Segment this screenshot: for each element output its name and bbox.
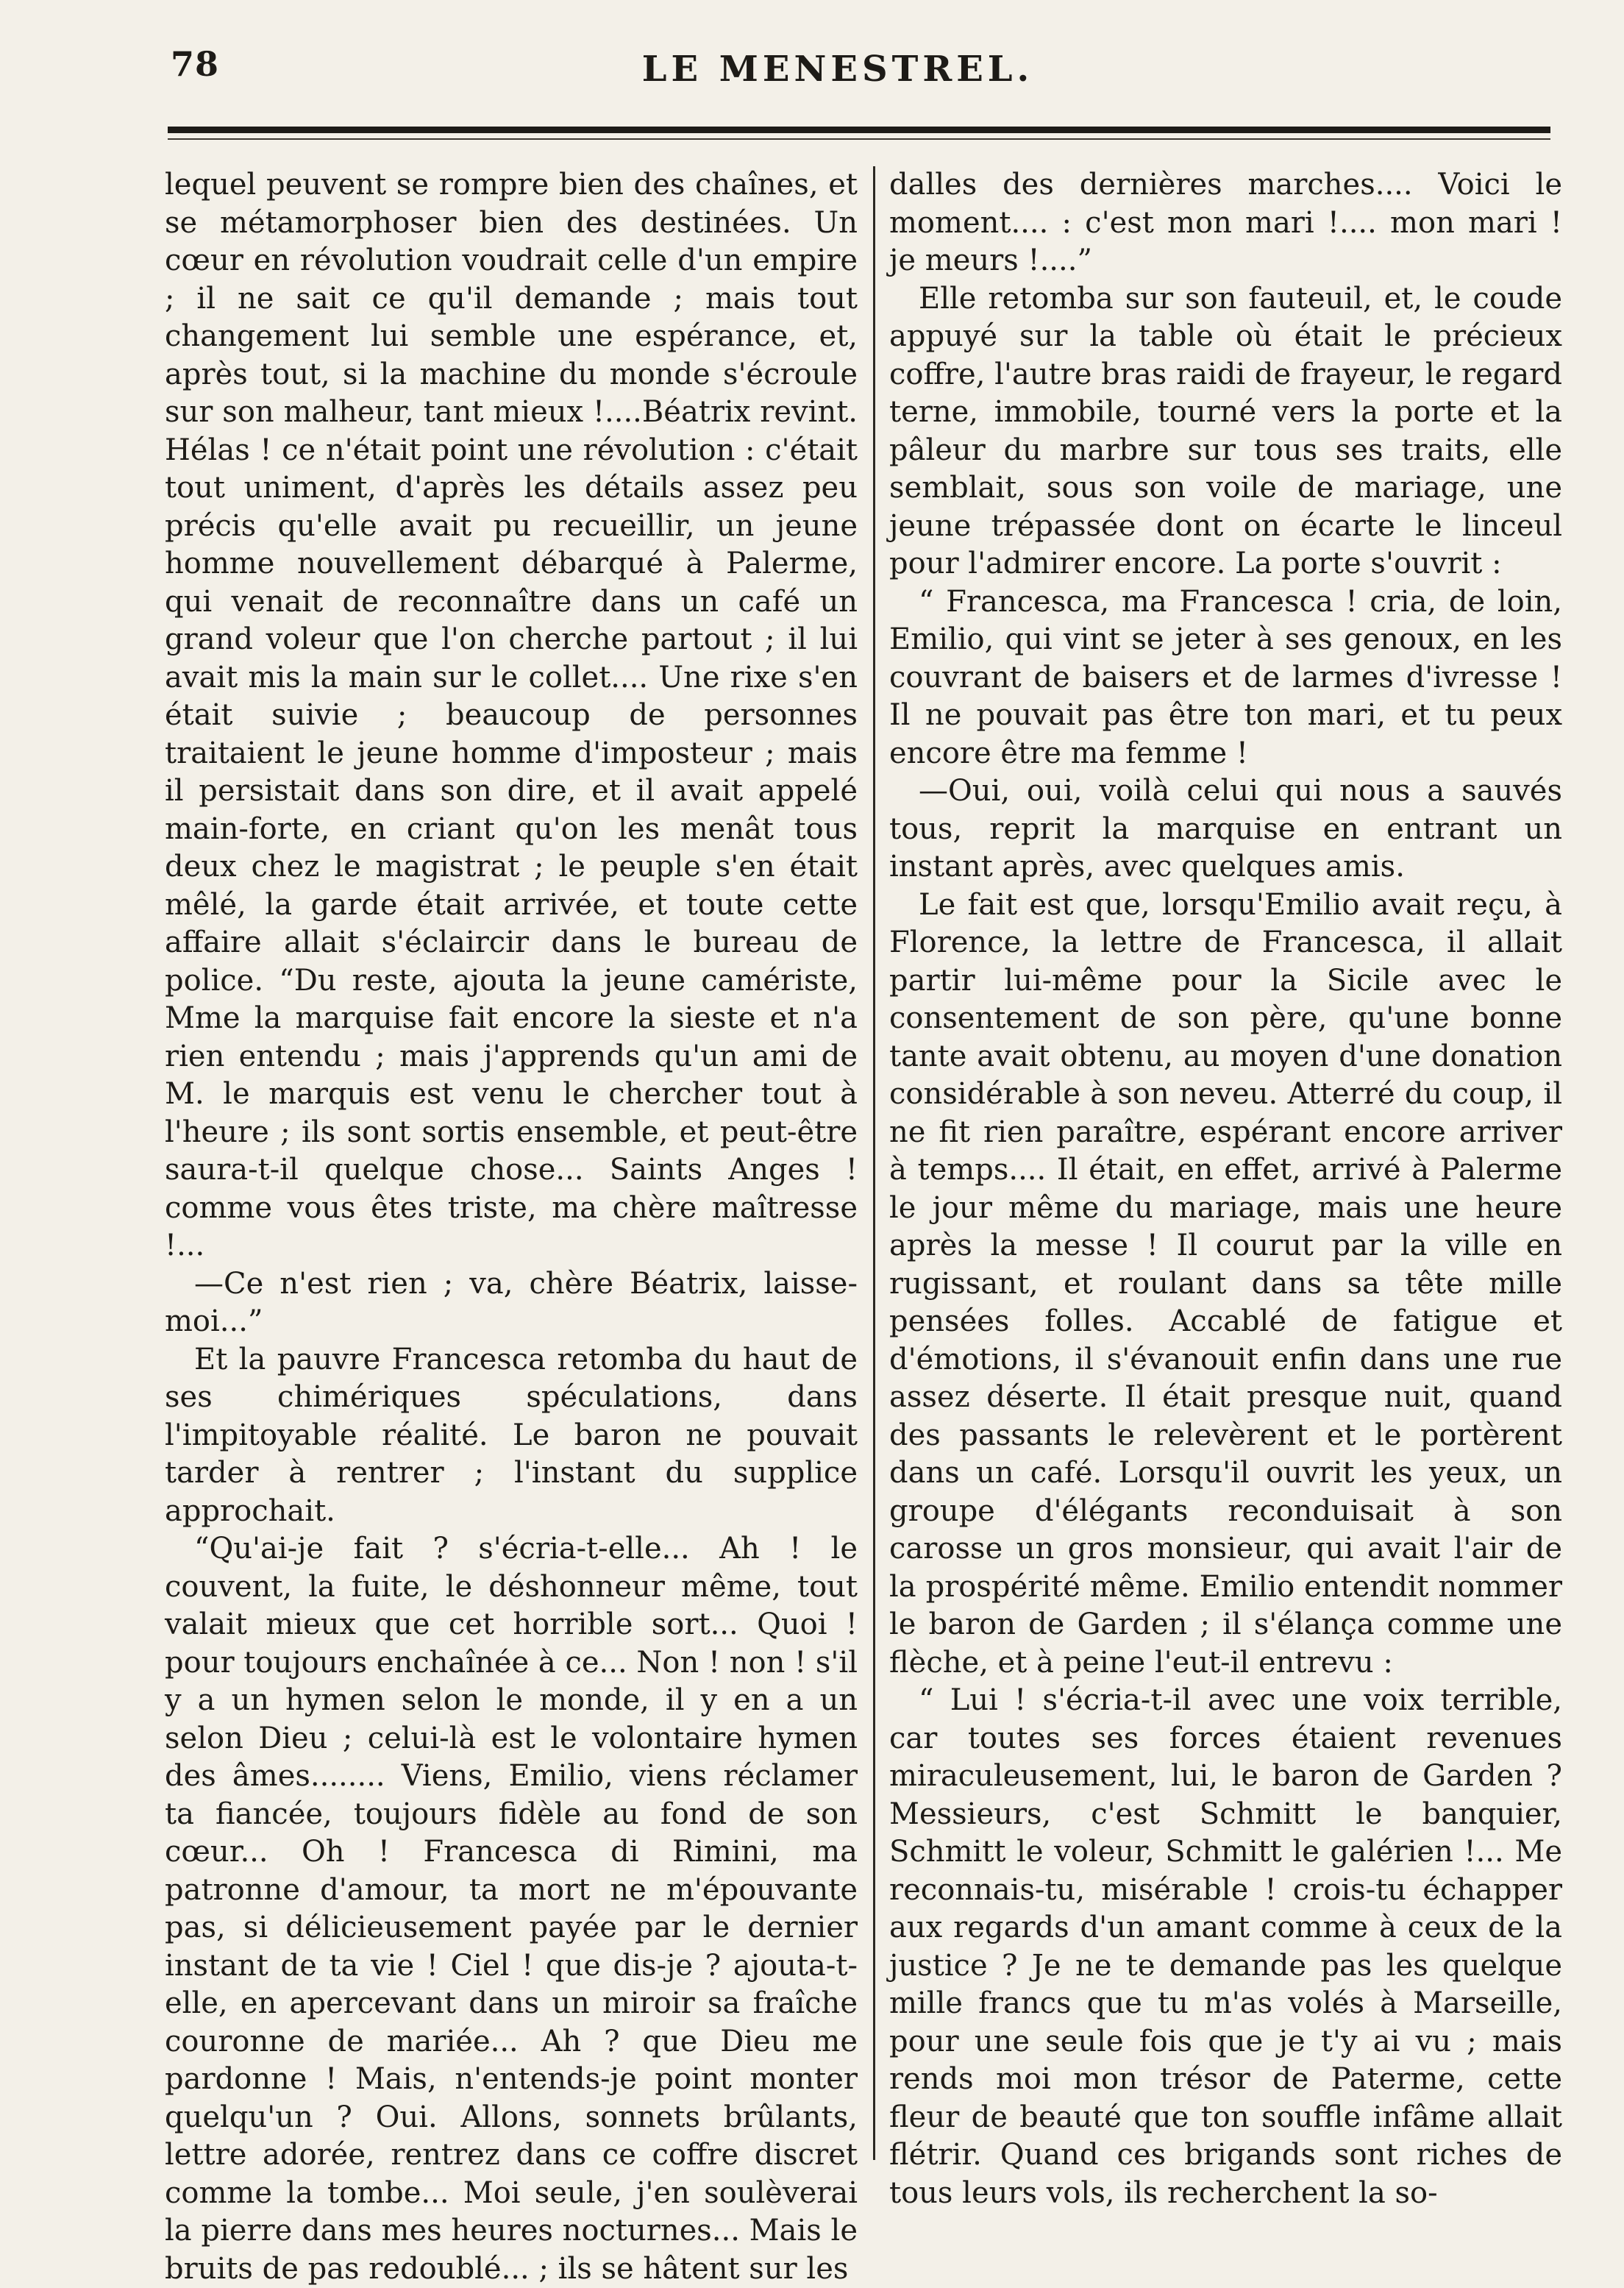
paragraph: —Ce n'est rien ; va, chère Béatrix, laisse-moi...” <box>165 1266 858 1338</box>
header-rule-thick <box>168 127 1550 133</box>
header-rule-thin <box>168 138 1550 140</box>
page-number: 78 <box>171 44 220 84</box>
column-divider <box>873 166 875 2160</box>
journal-title: LE MENESTREL. <box>641 49 1034 90</box>
paragraph: lequel peuvent se rompre bien des chaînes, et se métamorphoser bien des destinées. Un cœur en révolution voudrait celle d'un empire ; il ne sait ce qu'il demande ; mais tout changement lui semble une espérance, et, après tout, si la machine du monde s'écroule sur son malheur, tant mieux !....Béatrix revint. Hélas ! ce n'était point une révolution : c'était tout uniment, d'après les détails assez peu précis qu'elle avait pu recueillir, un jeune homme nouvellement débarqué à Palerme, qui venait de reconnaître dans un café un grand voleur que l'on cherche partout ; il lui avait mis la main sur le collet.... Une rixe s'en était suivie ; beaucoup de personnes traitaient le jeune homme d'imposteur ; mais il persistait dans son dire, et il avait appelé main-forte, en criant qu'on les menât tous deux chez le magistrat ; le peuple s'en était mêlé, la garde était arrivée, et toute cette affaire allait s'éclaircir dans le bureau de police. “Du reste, ajouta la jeune camériste, Mme la marquise fait encore la sieste et n'a rien entendu ; mais j'apprends qu'un ami de M. le marquis est venu le chercher tout à l'heure ; ils sont sortis ensemble, et peut-être saura-t-il quelque chose... Saints Anges ! comme vous êtes triste, ma chère maîtresse !... <box>165 168 858 1262</box>
paragraph: dalles des dernières marches.... Voici le moment.... : c'est mon mari !.... mon mari ! je meurs !....” <box>889 168 1562 277</box>
paragraph: Et la pauvre Francesca retomba du haut de ses chimériques spéculations, dans l'impitoyable réalité. Le baron ne pouvait tarder à rentrer ; l'instant du supplice approchait. <box>165 1342 858 1528</box>
right-column <box>889 166 1562 2210</box>
paragraph: —Oui, oui, voilà celui qui nous a sauvés tous, reprit la marquise en entrant un instant après, avec quelques amis. <box>889 774 1562 884</box>
paragraph: “ Lui ! s'écria-t-il avec une voix terrible, car toutes ses forces étaient revenues miraculeusement, lui, le baron de Garden ? Messieurs, c'est Schmitt le banquier, Schmitt le voleur, Schmitt le galérien !... Me reconnais-tu, misérable ! crois-tu échapper aux regards d'un amant comme à ceux de la justice ? Je ne te demande pas les quelque mille francs que tu m'as volés à Marseille, pour une seule fois que je t'y ai vu ; mais rends moi mon trésor de Paterme, cette fleur de beauté que ton souffle infâme allait flétrir. Quand ces brigands sont riches de tous leurs vols, ils recherchent la so- <box>889 1683 1562 2210</box>
paragraph: “ Francesca, ma Francesca ! cria, de loin, Emilio, qui vint se jeter à ses genoux, en les couvrant de baisers et de larmes d'ivresse ! Il ne pouvait pas être ton mari, et tu peux encore être ma femme ! <box>889 584 1562 770</box>
left-column <box>165 166 858 2286</box>
paragraph: “Qu'ai-je fait ? s'écria-t-elle... Ah ! le couvent, la fuite, le déshonneur même, tout valait mieux que cet horrible sort... Quoi ! pour toujours enchaînée à ce... Non ! non ! s'il y a un hymen selon le monde, il y en a un selon Dieu ; celui-là est le volontaire hymen des âmes........ Viens, Emilio, viens réclamer ta fiancée, toujours fidèle au fond de son cœur... Oh ! Francesca di Rimini, ma patronne d'amour, ta mort ne m'épouvante pas, si délicieusement payée par le dernier instant de ta vie ! Ciel ! que dis-je ? ajouta-t-elle, en apercevant dans un miroir sa fraîche couronne de mariée... Ah ? que Dieu me pardonne ! Mais, n'entends-je point monter quelqu'un ? Oui. Allons, sonnets brûlants, lettre adorée, rentrez dans ce coffre discret comme la tombe... Moi seule, j'en soulèverai la pierre dans mes heures nocturnes... Mais le bruits de pas redoublé... ; ils se hâtent sur les <box>165 1532 858 2286</box>
paragraph: Le fait est que, lorsqu'Emilio avait reçu, à Florence, la lettre de Francesca, il allait partir lui-même pour la Sicile avec le consentement de son père, qu'une bonne tante avait obtenu, au moyen d'une donation considérable à son neveu. Atterré du coup, il ne fit rien paraître, espérant encore arriver à temps.... Il était, en effet, arrivé à Palerme le jour même du mariage, mais une heure après la messe ! Il courut par la ville en rugissant, et roulant dans sa tête mille pensées folles. Accablé de fatigue et d'émotions, il s'évanouit enfin dans une rue assez déserte. Il était presque nuit, quand des passants le relevèrent et le portèrent dans un café. Lorsqu'il ouvrit les yeux, un groupe d'élégants reconduisait à son carosse un gros monsieur, qui avait l'air de la prospérité même. Emilio entendit nommer le baron de Garden ; il s'élança comme une flèche, et à peine l'eut-il entrevu : <box>889 887 1562 1680</box>
page-header <box>0 37 1624 96</box>
paragraph: Elle retomba sur son fauteuil, et, le coude appuyé sur la table où était le précieux coffre, l'autre bras raidi de frayeur, le regard terne, immobile, tourné vers la porte et la pâleur du marbre sur tous ses traits, elle semblait, sous son voile de mariage, une jeune trépassée dont on écarte le linceul pour l'admirer encore. La porte s'ouvrit : <box>889 281 1562 580</box>
